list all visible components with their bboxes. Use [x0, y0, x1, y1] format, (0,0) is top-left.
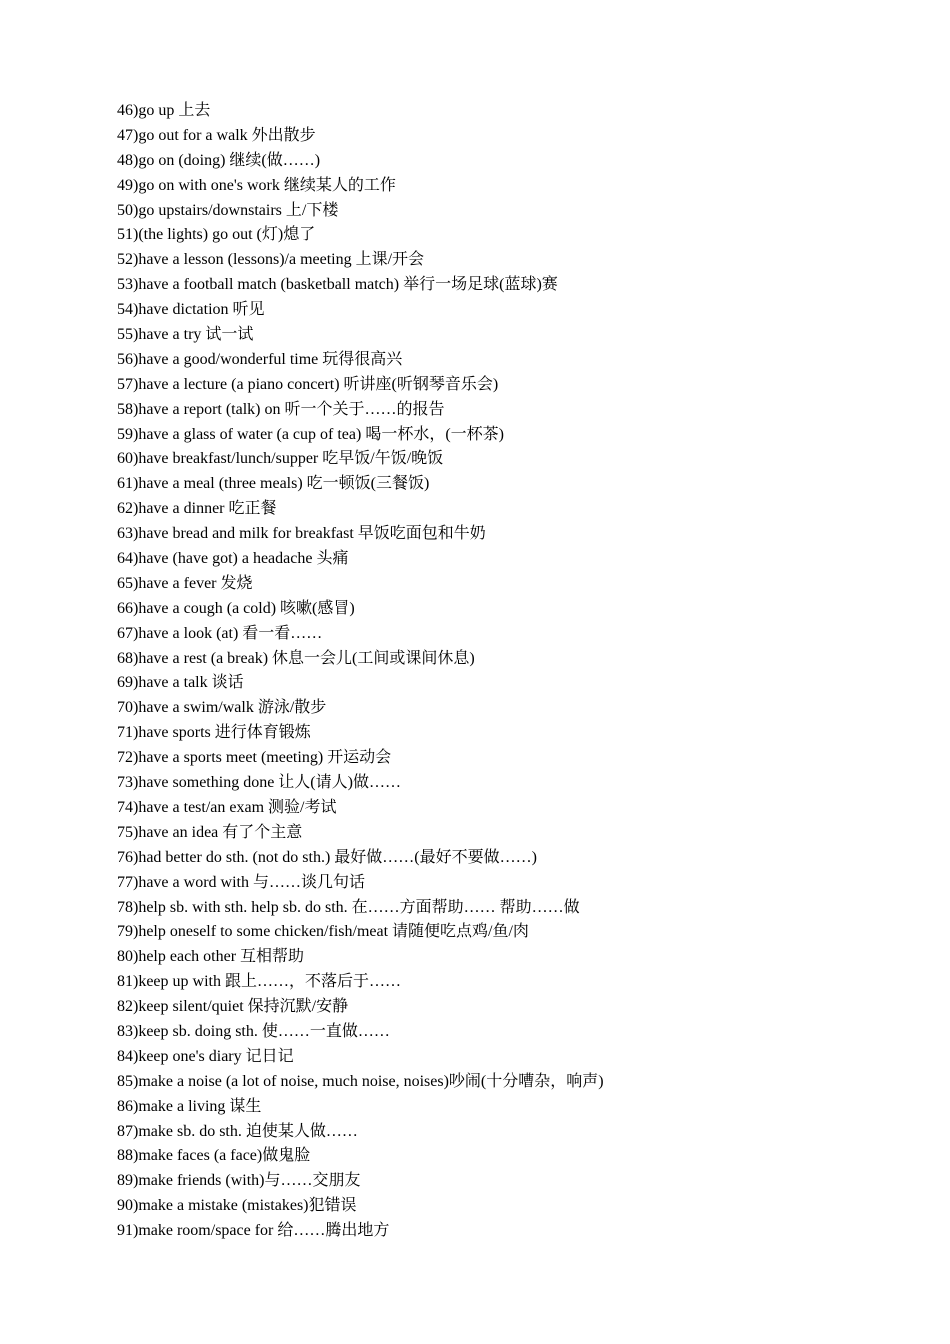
phrase-line: 89)make friends (with)与……交朋友	[117, 1172, 361, 1190]
phrase-line: 62)have a dinner 吃正餐	[117, 500, 277, 518]
phrase-line: 70)have a swim/walk 游泳/散步	[117, 699, 327, 717]
phrase-line: 87)make sb. do sth. 迫使某人做……	[117, 1122, 358, 1140]
phrase-line: 71)have sports 进行体育锻炼	[117, 724, 311, 742]
phrase-line: 72)have a sports meet (meeting) 开运动会	[117, 749, 392, 767]
phrase-line: 51)(the lights) go out (灯)熄了	[117, 226, 316, 244]
phrase-line: 54)have dictation 听见	[117, 301, 265, 319]
phrase-line: 84)keep one's diary 记日记	[117, 1047, 294, 1065]
phrase-line: 55)have a try 试一试	[117, 326, 254, 344]
phrase-line: 57)have a lecture (a piano concert) 听讲座(听钢琴音乐会)	[117, 375, 499, 393]
phrase-line: 67)have a look (at) 看一看……	[117, 624, 323, 642]
phrase-line: 78)help sb. with sth. help sb. do sth. 在……方面帮助…… 帮助……做	[117, 898, 580, 916]
phrase-line: 74)have a test/an exam 测验/考试	[117, 798, 337, 816]
phrase-line: 65)have a fever 发烧	[117, 574, 253, 592]
phrase-line: 91)make room/space for 给……腾出地方	[117, 1222, 390, 1240]
phrase-line: 68)have a rest (a break) 休息一会儿(工间或课间休息)	[117, 649, 475, 667]
phrase-line: 59)have a glass of water (a cup of tea) 喝一杯水，(一杯茶)	[117, 425, 504, 443]
phrase-line: 58)have a report (talk) on 听一个关于……的报告	[117, 400, 445, 418]
phrase-line: 81)keep up with 跟上……，不落后于……	[117, 973, 401, 991]
phrase-line: 75)have an idea 有了个主意	[117, 823, 303, 841]
phrase-line: 56)have a good/wonderful time 玩得很高兴	[117, 350, 403, 368]
phrase-line: 90)make a mistake (mistakes)犯错误	[117, 1197, 357, 1215]
phrase-line: 73)have something done 让人(请人)做……	[117, 774, 401, 792]
phrase-line: 63)have bread and milk for breakfast 早饭吃面包和牛奶	[117, 525, 486, 543]
phrase-line: 60)have breakfast/lunch/supper 吃早饭/午饭/晚饭	[117, 450, 444, 468]
phrase-line: 66)have a cough (a cold) 咳嗽(感冒)	[117, 599, 355, 617]
phrase-line: 49)go on with one's work 继续某人的工作	[117, 176, 396, 194]
phrase-line: 46)go up 上去	[117, 102, 211, 119]
phrase-line: 82)keep silent/quiet 保持沉默/安静	[117, 998, 349, 1016]
phrase-line: 88)make faces (a face)做鬼脸	[117, 1147, 311, 1165]
phrase-line: 85)make a noise (a lot of noise, much noise, noises)吵闹(十分嘈杂，响声)	[117, 1072, 604, 1090]
phrase-line: 64)have (have got) a headache 头痛	[117, 550, 349, 568]
phrase-line: 76)had better do sth. (not do sth.) 最好做……(最好不要做……)	[117, 848, 537, 866]
phrase-line: 47)go out for a walk 外出散步	[117, 126, 316, 144]
phrase-line: 52)have a lesson (lessons)/a meeting 上课/开会	[117, 251, 425, 269]
phrase-line: 48)go on (doing) 继续(做……)	[117, 151, 321, 169]
phrase-line: 69)have a talk 谈话	[117, 674, 244, 692]
phrase-line: 53)have a football match (basketball match) 举行一场足球(蓝球)赛	[117, 276, 558, 294]
phrase-list	[117, 99, 604, 1244]
phrase-line: 83)keep sb. doing sth. 使……一直做……	[117, 1022, 390, 1040]
phrase-line: 77)have a word with 与……谈几句话	[117, 873, 365, 891]
phrase-line: 80)help each other 互相帮助	[117, 948, 305, 966]
phrase-line: 79)help oneself to some chicken/fish/meat 请随便吃点鸡/鱼/肉	[117, 923, 529, 941]
phrase-line: 86)make a living 谋生	[117, 1097, 262, 1115]
phrase-line: 50)go upstairs/downstairs 上/下楼	[117, 201, 339, 219]
phrase-line: 61)have a meal (three meals) 吃一顿饭(三餐饭)	[117, 475, 430, 493]
